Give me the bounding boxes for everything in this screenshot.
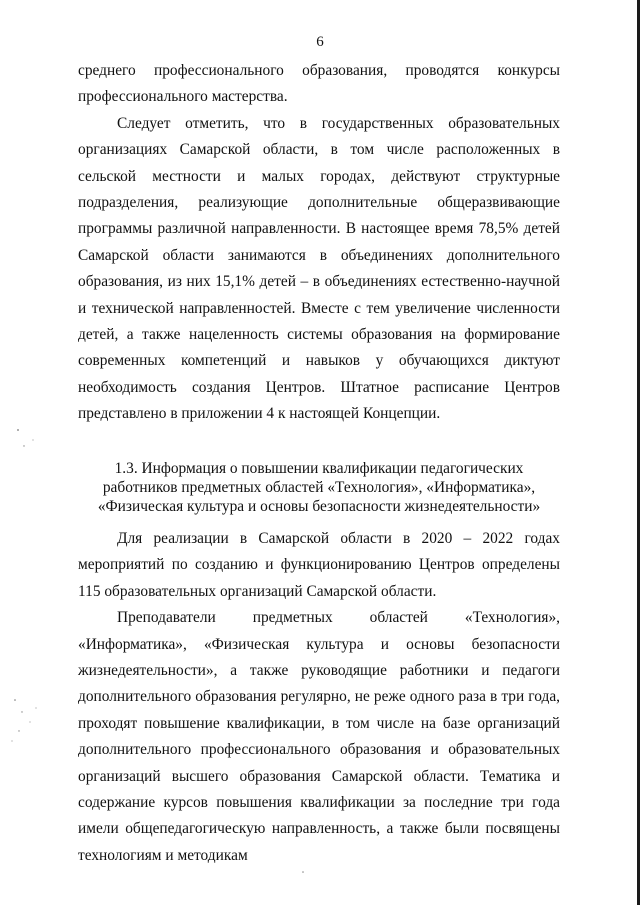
paragraph-centers-intro: Следует отметить, что в государственных образовательных организациях Самарской области, в том числе расположенных в сельской местности и малых городах, действуют структурные подразделения, реализующие дополнительные общеразвивающие программы различной направленности. В настоящее время 78,5% детей Самарской области занимаются в объединениях дополнительного образования, из них 15,1% детей – в объединениях естественно-научной и технической направленностей. Вместе с тем увеличение численности детей, а также нацеленность системы образования на формирование современных компетенций и навыков у обучающихся диктуют необходимость создания Центров. Штатное расписание Центров представлено в приложении 4 к настоящей Концепции. — [78, 114, 560, 423]
paragraph-continuation: среднего профессионального образования, проводятся конкурсы профессионального мастерства. — [78, 62, 560, 106]
paragraph-teachers-training: Преподаватели предметных областей «Технология», «Информатика», «Физическая культура и основы безопасности жизнедеятельности», а также руководящие работники и педагоги дополнительного образования регулярно, не реже одного раза в три года, проходят повышение квалификации, в том числе на базе организаций дополнительного профессионального образования и образовательных организаций высшего образования Самарской области. Тематика и содержание курсов повышения квалификации за последние три года имели общепедагогическую направленность, а также были посвящены технологиям и методикам — [78, 609, 560, 864]
text-block-bottom — [78, 526, 560, 869]
section-heading: 1.3. Информация о повышении квалификации педагогических работников предметных областей «Технология», «Информатика», «Физическая культура и основы безопасности жизнедеятельности» — [97, 460, 541, 515]
text-block-top — [78, 58, 560, 428]
page-number: 6 — [316, 34, 324, 50]
paragraph-organizations: Для реализации в Самарской области в 2020 – 2022 годах мероприятий по созданию и функционированию Центров определены 115 образовательных организаций Самарской области. — [78, 530, 560, 600]
